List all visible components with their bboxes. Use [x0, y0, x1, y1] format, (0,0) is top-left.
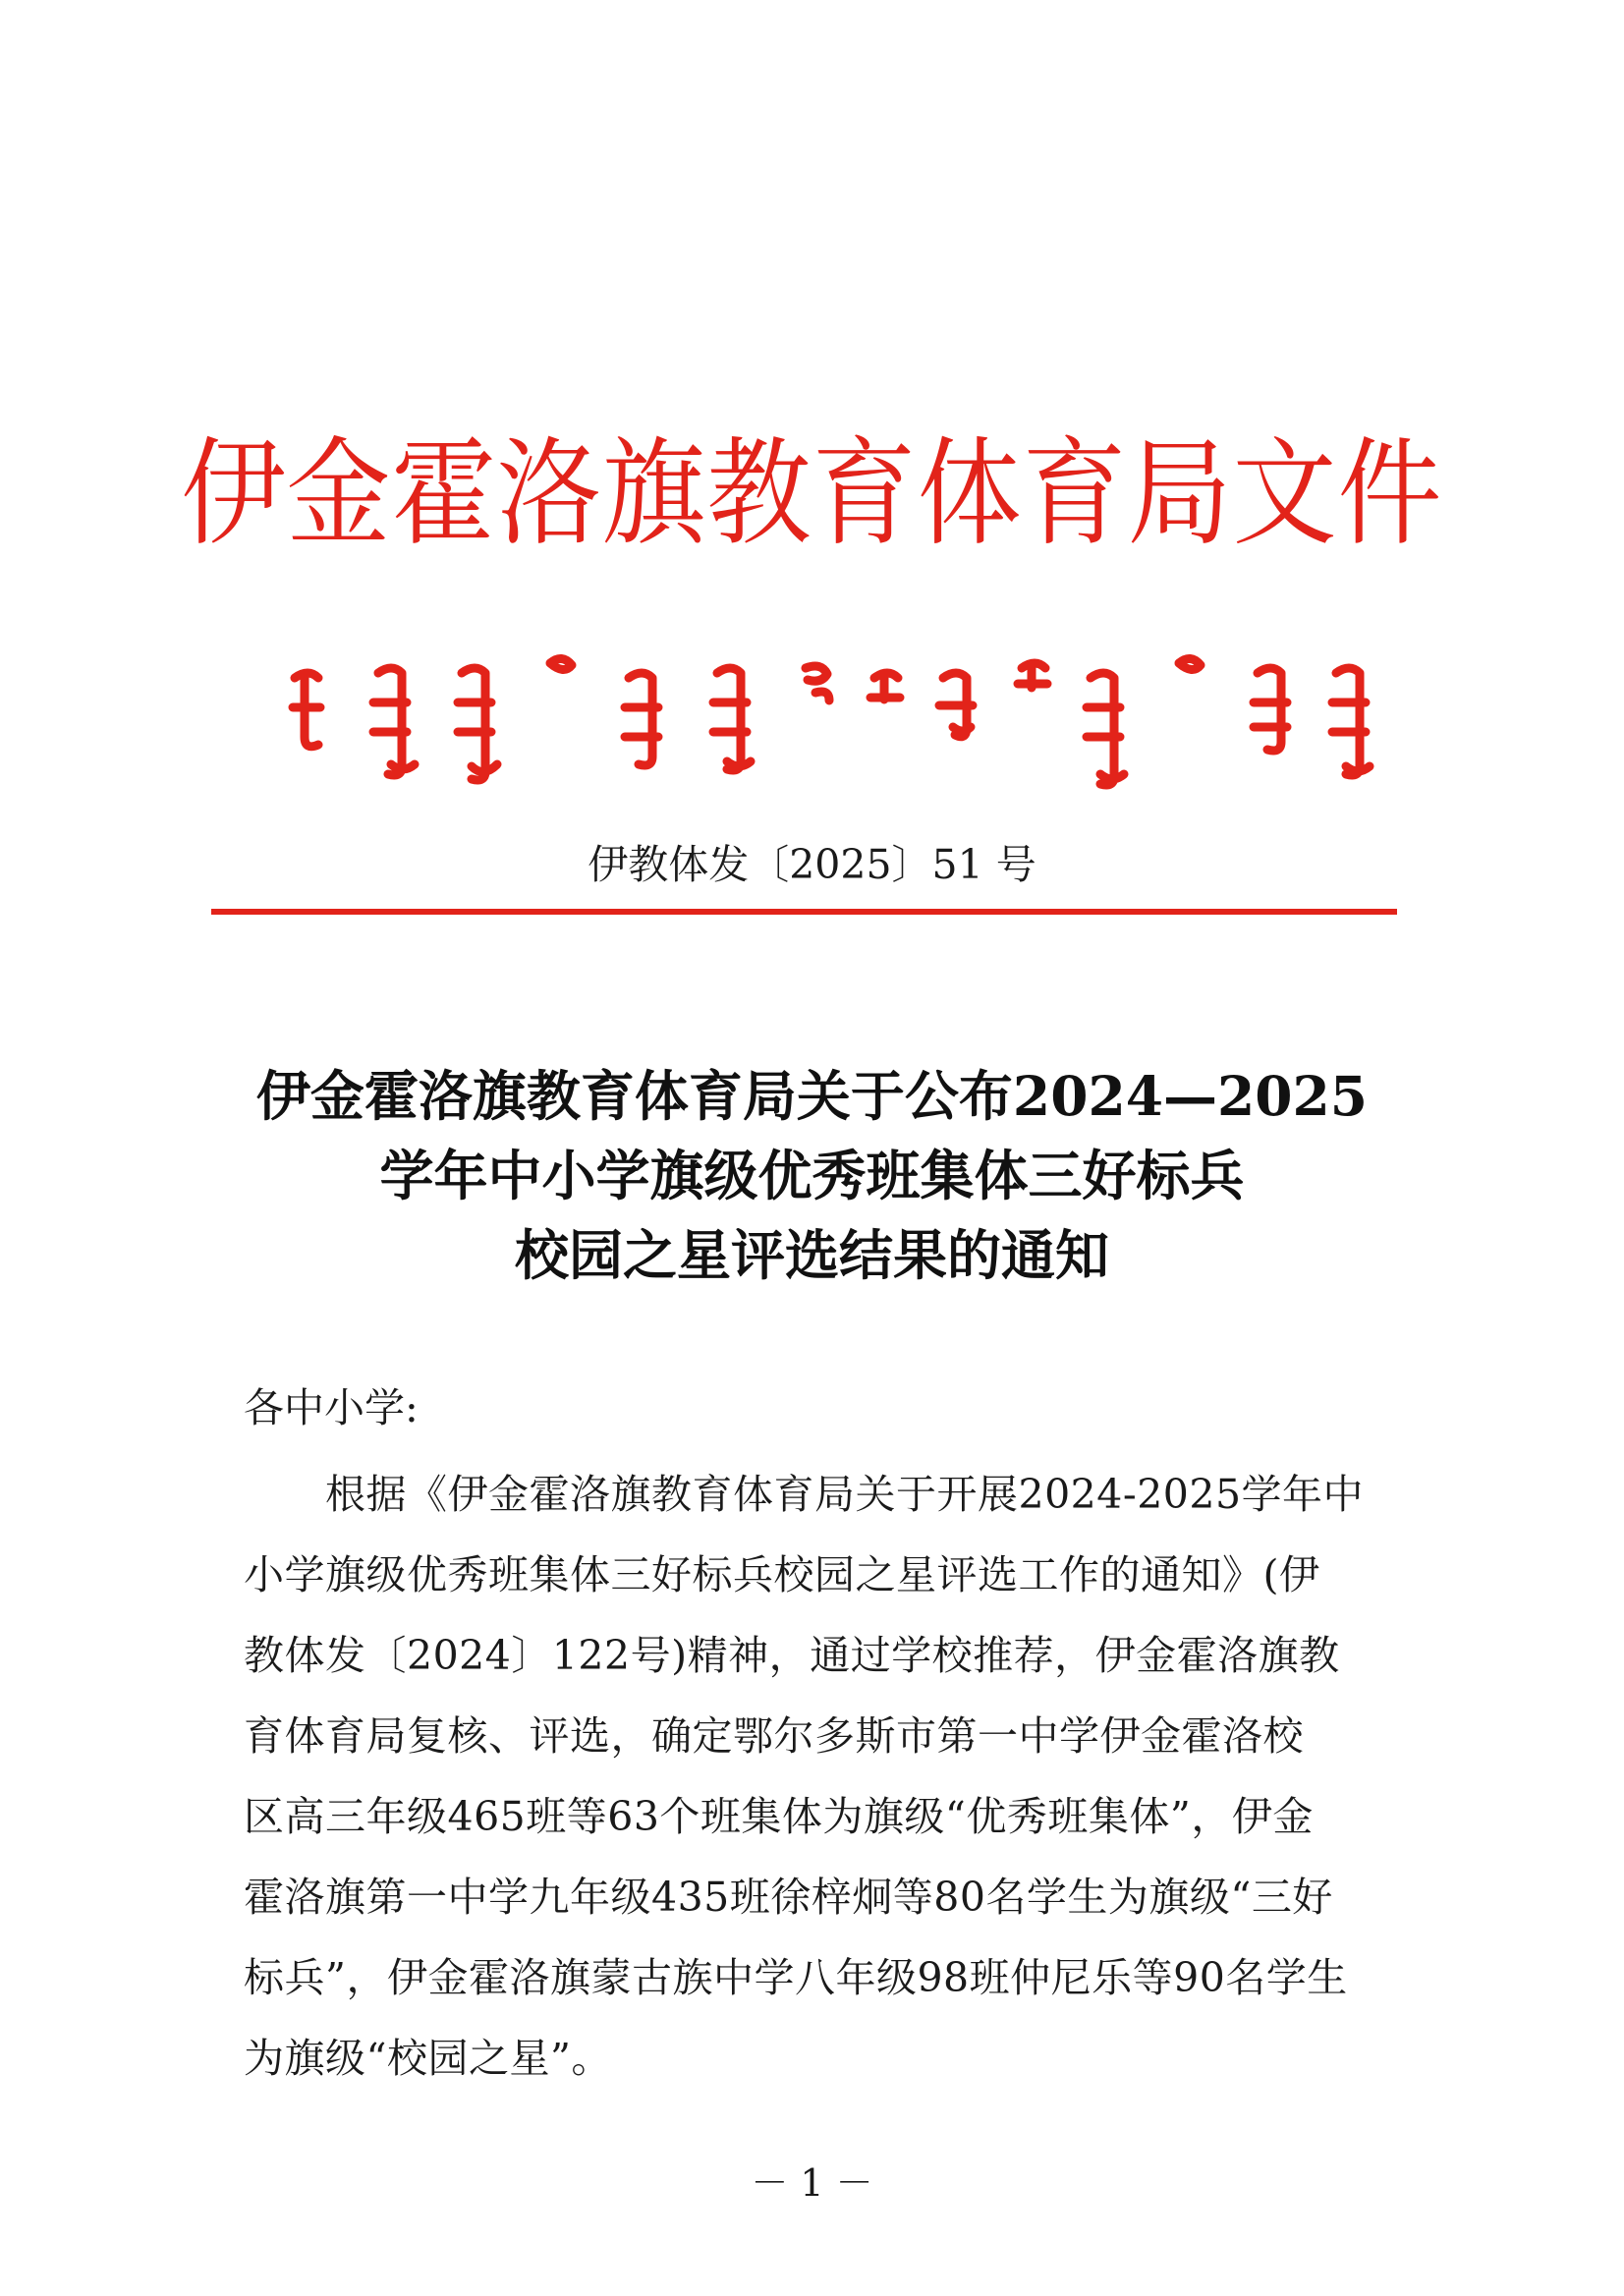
- notice-title: [0, 1056, 1624, 1295]
- notice-title-line: 伊金霍洛旗教育体育局关于公布2024—2025: [255, 1064, 1369, 1128]
- body-line: 育体育局复核、评选，确定鄂尔多斯市第一中学伊金霍洛校: [244, 1712, 1304, 1760]
- body-paragraph: [244, 1454, 1403, 2099]
- body-line: 为旗级“校园之星”。: [244, 2035, 612, 2082]
- mongolian-script-header: [275, 648, 1385, 796]
- body-line: 教体发〔2024〕122号)精神，通过学校推荐，伊金霍洛旗教: [244, 1632, 1340, 1679]
- body-line: 小学旗级优秀班集体三好标兵校园之星评选工作的通知》(伊: [244, 1551, 1320, 1598]
- body-line: 霍洛旗第一中学九年级435班徐梓炯等80名学生为旗级“三好: [244, 1874, 1333, 1921]
- body-line: 标兵”，伊金霍洛旗蒙古族中学八年级98班仲尼乐等90名学生: [244, 1954, 1348, 2001]
- page-number: － 1 －: [751, 2161, 873, 2205]
- salutation: 各中小学:: [244, 1384, 419, 1431]
- body-line: 根据《伊金霍洛旗教育体育局关于开展2024-2025学年中: [244, 1471, 1365, 1518]
- mongolian-script-graphic: [275, 648, 1385, 796]
- notice-title-line: 学年中小学旗级优秀班集体三好标兵: [379, 1144, 1245, 1207]
- document-header-title: 伊金霍洛旗教育体育局文件: [181, 425, 1443, 562]
- header-red-divider: [211, 909, 1397, 915]
- body-line: 区高三年级465班等63个班集体为旗级“优秀班集体”，伊金: [244, 1793, 1314, 1840]
- notice-title-line: 校园之星评选结果的通知: [514, 1223, 1109, 1287]
- document-number: 伊教体发〔2025〕51 号: [588, 841, 1036, 888]
